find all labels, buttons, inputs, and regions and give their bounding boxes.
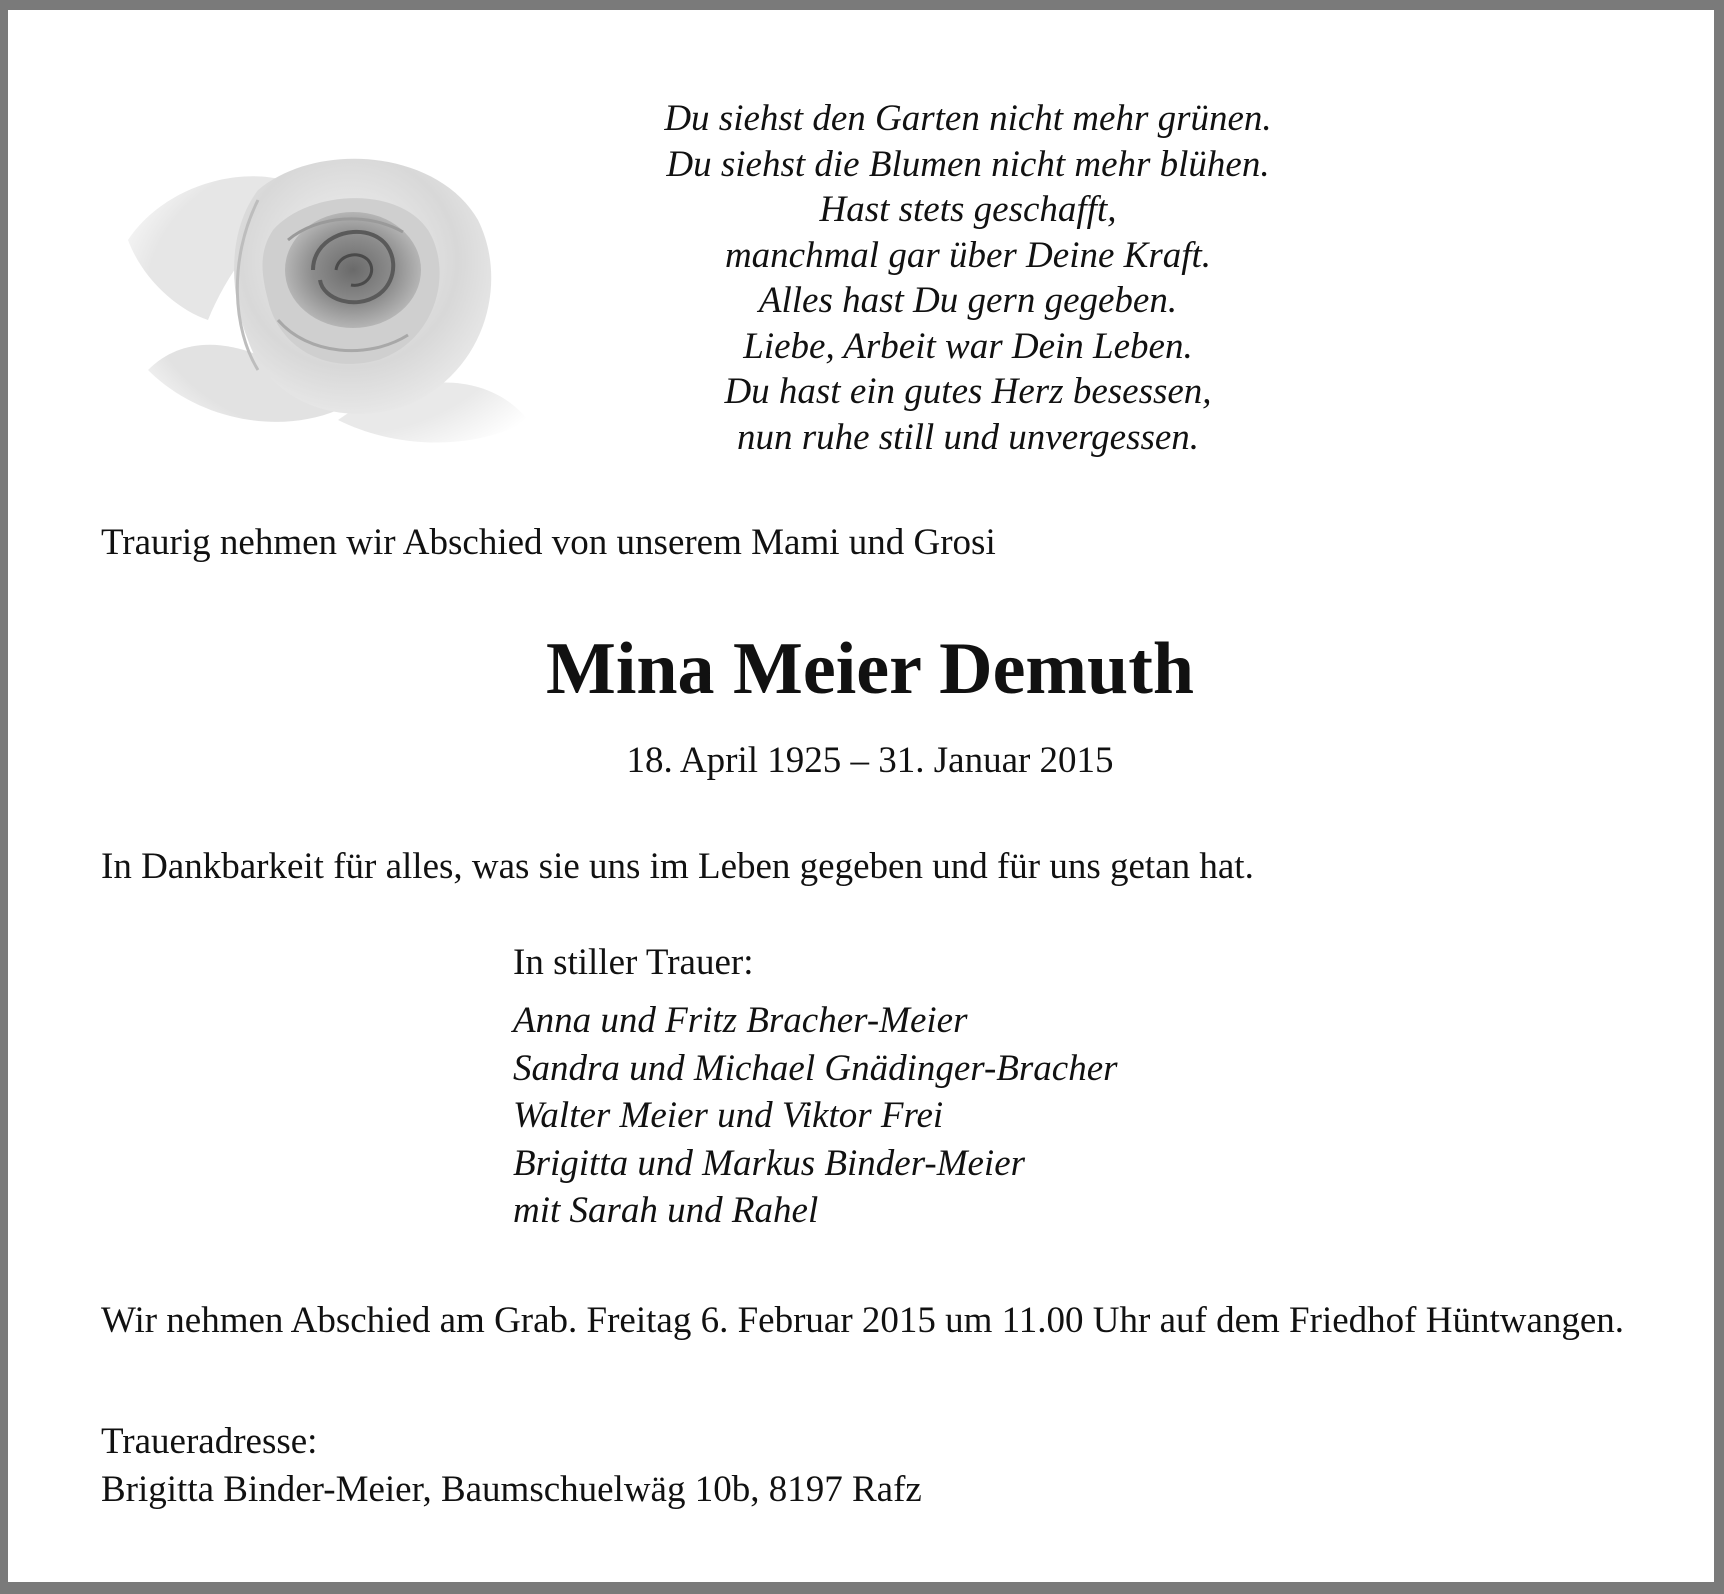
poem-line: Hast stets geschafft, [819,189,1117,230]
mourner-entry: Anna und Fritz Bracher-Meier [513,1000,968,1041]
address-label: Traueradresse: [101,1421,318,1462]
mourner-entry: Walter Meier und Viktor Frei [513,1095,944,1137]
deceased-name: Mina Meier Demuth [545,628,1195,710]
poem-line: manchmal gar über Deine Kraft. [724,234,1212,276]
rose-icon [108,120,568,465]
poem-line: Du siehst die Blumen nicht mehr blühen. [666,143,1270,185]
mourning-label: In stiller Trauer: [513,942,754,983]
mourners-list [513,997,1118,1235]
poem-line: Du hast ein gutes Herz besessen, [724,371,1212,412]
mourner-entry: Brigitta und Markus Binder-Meier [513,1142,1026,1184]
poem-line: Alles hast Du gern gegeben. [758,280,1178,321]
intro-text: Traurig nehmen wir Abschied von unserem Mami und Grosi [101,522,996,563]
life-dates: 18. April 1925 – 31. Januar 2015 [626,740,1114,781]
poem-line: Du siehst den Garten nicht mehr grünen. [664,98,1272,139]
poem-line: nun ruhe still und unvergessen. [736,416,1200,458]
mourner-entry: mit Sarah und Rahel [513,1190,819,1232]
poem-line: Liebe, Arbeit war Dein Leben. [743,325,1193,367]
mourner-entry: Sandra und Michael Gnädinger-Bracher [513,1047,1118,1089]
address-line: Brigitta Binder-Meier, Baumschuelwäg 10b, 8197 Rafz [101,1469,922,1510]
farewell-text: Wir nehmen Abschied am Grab. Freitag 6. Februar 2015 um 11.00 Uhr auf dem Friedhof Hüntwangen. [101,1300,1625,1341]
gratitude-text: In Dankbarkeit für alles, was sie uns im Leben gegeben und für uns getan hat. [101,846,1254,887]
poem [568,96,1368,460]
